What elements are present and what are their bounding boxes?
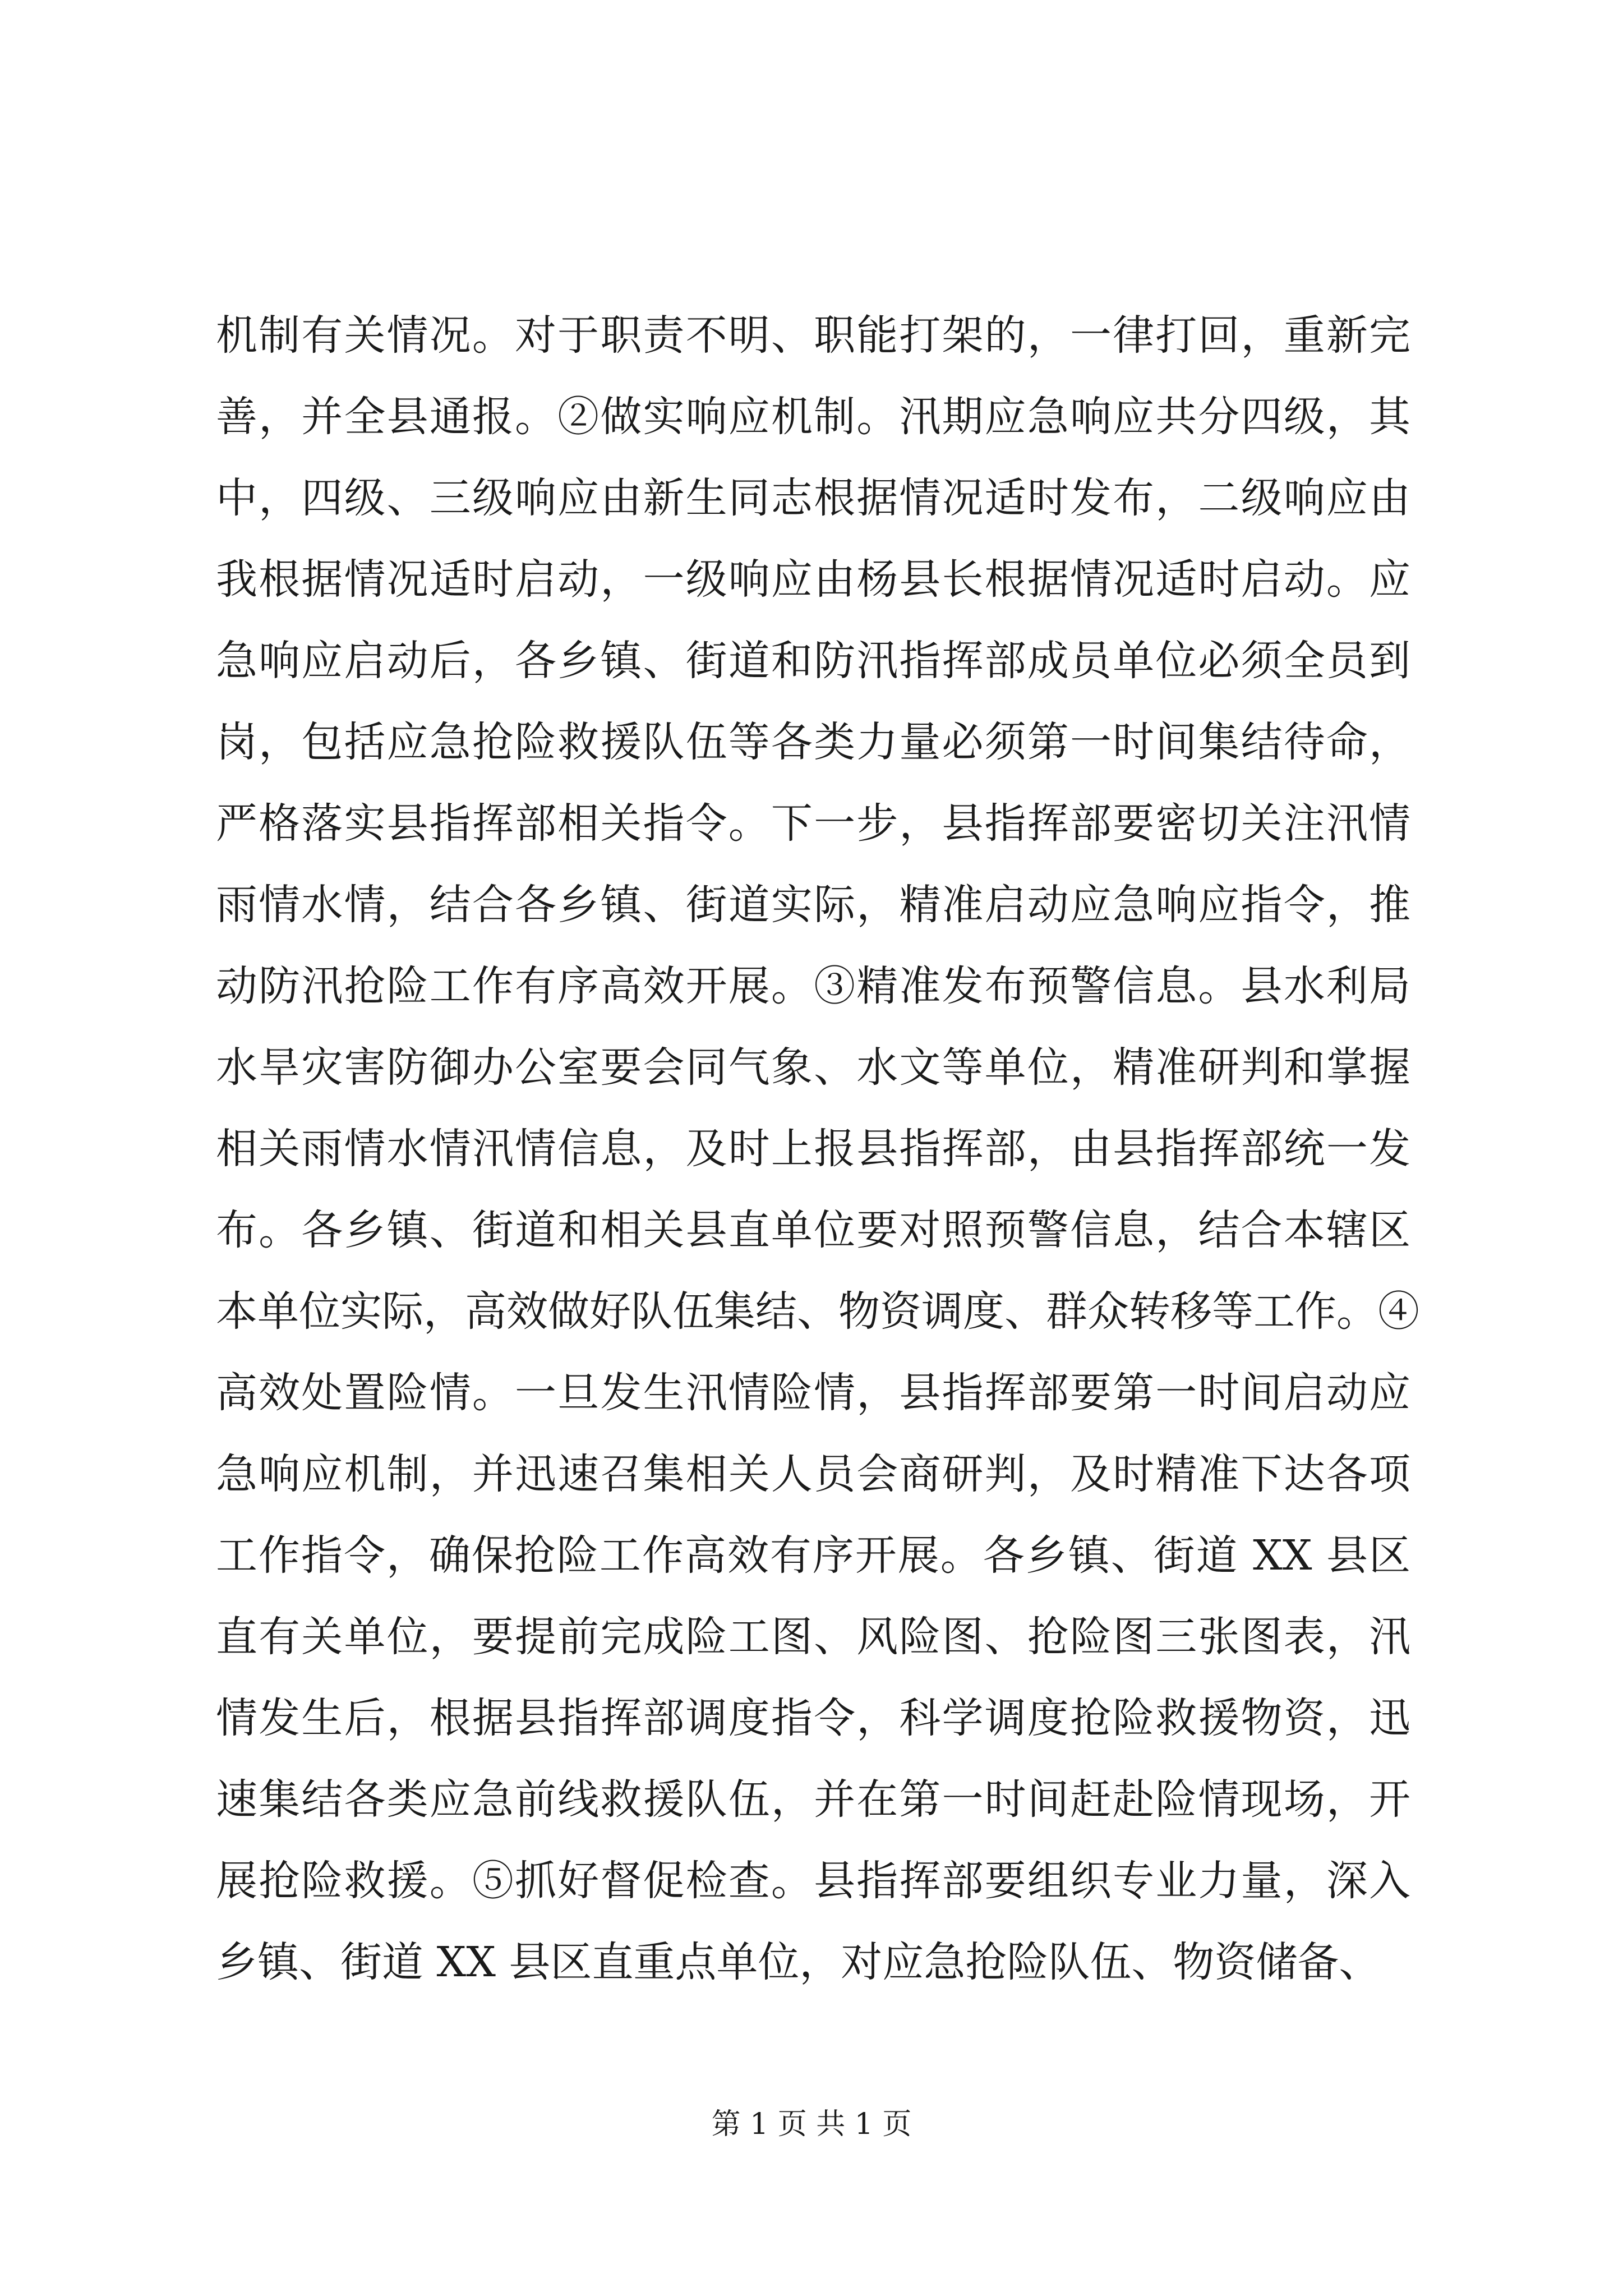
text-line: 急响应机制，并迅速召集相关人员会商研判，及时精准下达各项 [216,1450,1410,1498]
text-line: 布。各乡镇、街道和相关县直单位要对照预警信息，结合本辖区 [216,1206,1410,1254]
text-line: 雨情水情，结合各乡镇、街道实际，精准启动应急响应指令，推 [216,881,1410,929]
text-line: 相关雨情水情汛情信息，及时上报县指挥部，由县指挥部统一发 [216,1125,1410,1173]
text-line: 直有关单位，要提前完成险工图、风险图、抢险图三张图表，汛 [216,1613,1410,1661]
text-line: 工作指令，确保抢险工作高效有序开展。各乡镇、街道 XX 县区 [216,1531,1410,1580]
text-line: 岗，包括应急抢险救援队伍等各类力量必须第一时间集结待命， [216,718,1410,766]
text-line: 动防汛抢险工作有序高效开展。③精准发布预警信息。县水利局 [216,962,1410,1010]
text-line: 速集结各类应急前线救援队伍，并在第一时间赶赴险情现场，开 [216,1775,1410,1824]
text-line: 本单位实际，高效做好队伍集结、物资调度、群众转移等工作。④ [216,1287,1419,1336]
text-line: 水旱灾害防御办公室要会同气象、水文等单位，精准研判和掌握 [216,1043,1410,1092]
text-line: 我根据情况适时启动，一级响应由杨县长根据情况适时启动。应 [216,555,1410,604]
body-text [216,295,1419,2003]
text-line: 急响应启动后，各乡镇、街道和防汛指挥部成员单位必须全员到 [216,637,1410,685]
text-line: 机制有关情况。对于职责不明、职能打架的，一律打回，重新完 [216,311,1410,360]
text-line: 中，四级、三级响应由新生同志根据情况适时发布，二级响应由 [216,474,1410,522]
text-line: 善，并全县通报。②做实响应机制。汛期应急响应共分四级，其 [216,393,1410,441]
page-number-footer: 第 1 页 共 1 页 [711,2108,912,2141]
text-line: 展抢险救援。⑤抓好督促检查。县指挥部要组织专业力量，深入 [216,1857,1410,1905]
text-line: 严格落实县指挥部相关指令。下一步，县指挥部要密切关注汛情 [216,799,1410,848]
text-line: 乡镇、街道 XX 县区直重点单位，对应急抢险队伍、物资储备、 [216,1938,1381,1986]
text-line: 情发生后，根据县指挥部调度指令，科学调度抢险救援物资，迅 [216,1694,1410,1742]
text-line: 高效处置险情。一旦发生汛情险情，县指挥部要第一时间启动应 [216,1369,1410,1417]
